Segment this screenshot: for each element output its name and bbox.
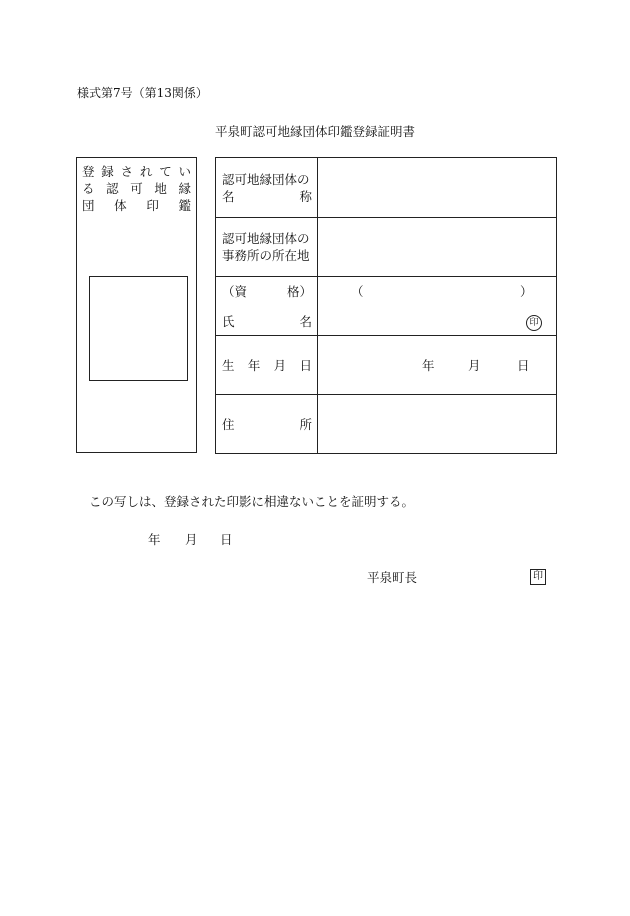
row-divider xyxy=(216,276,556,277)
label-line xyxy=(222,188,312,205)
caption-line-1 xyxy=(82,163,191,180)
label-char: 称 xyxy=(299,189,312,204)
label-line: 認可地縁団体の xyxy=(222,172,310,187)
row-divider xyxy=(216,217,556,218)
caption-char: 縁 xyxy=(178,181,191,196)
birth-day-unit: 日 xyxy=(517,358,530,373)
caption-char: る xyxy=(82,181,95,196)
registered-seal-box xyxy=(76,157,197,453)
label-char: 生 xyxy=(222,358,235,373)
group-name-label xyxy=(222,171,312,205)
caption-char: れ xyxy=(139,164,153,179)
office-location-label xyxy=(222,230,312,264)
label-char: 所 xyxy=(299,417,312,432)
caption-line-3 xyxy=(82,197,191,214)
caption-char: 印 xyxy=(146,198,159,213)
label-char: 格） xyxy=(286,284,312,299)
address-label xyxy=(222,416,312,433)
form-number: 様式第7号（第13関係） xyxy=(77,86,208,100)
seal-mark-icon: 印 xyxy=(526,315,542,331)
issuer-title: 平泉町長 xyxy=(367,570,418,585)
representative-name-label xyxy=(222,313,312,330)
issue-day-unit: 日 xyxy=(220,532,233,547)
label-char: 氏 xyxy=(222,314,235,329)
issue-year-unit: 年 xyxy=(148,532,161,547)
label-line: 認可地縁団体の xyxy=(222,231,310,246)
row-divider xyxy=(216,335,556,336)
caption-char: 地 xyxy=(154,181,167,196)
caption-char: て xyxy=(159,164,172,179)
caption-char: さ xyxy=(120,164,134,179)
qualification-paren-close: ） xyxy=(520,284,533,299)
certificate-table xyxy=(215,157,557,454)
birth-year-unit: 年 xyxy=(422,358,435,373)
qualification-label xyxy=(222,283,312,300)
label-char: 日 xyxy=(299,358,312,373)
qualification-paren-open: （ xyxy=(351,284,364,299)
caption-char: 鑑 xyxy=(178,198,191,213)
issue-month-unit: 月 xyxy=(185,532,198,547)
birth-month-unit: 月 xyxy=(468,358,481,373)
column-divider xyxy=(317,158,318,453)
label-char: （資 xyxy=(222,284,248,299)
caption-char: 登 xyxy=(82,164,95,179)
label-char: 住 xyxy=(222,417,235,432)
seal-impression-frame xyxy=(89,276,188,381)
document-title: 平泉町認可地縁団体印鑑登録証明書 xyxy=(214,124,415,139)
seal-box-caption xyxy=(82,163,191,214)
caption-char: 録 xyxy=(101,164,114,179)
label-char: 月 xyxy=(273,358,287,373)
issuer-seal-icon: 印 xyxy=(530,569,546,585)
caption-char: 可 xyxy=(130,181,143,196)
label-char: 年 xyxy=(247,358,261,373)
birth-date-label xyxy=(222,357,312,374)
caption-char: 認 xyxy=(106,181,119,196)
label-char: 名 xyxy=(299,314,312,329)
row-divider xyxy=(216,394,556,395)
label-char: 名 xyxy=(222,189,235,204)
caption-line-2 xyxy=(82,180,191,197)
caption-char: い xyxy=(178,164,191,179)
certification-statement: この写しは、登録された印影に相違ないことを証明する。 xyxy=(89,494,415,509)
caption-char: 団 xyxy=(82,198,95,213)
caption-char: 体 xyxy=(114,198,127,213)
label-line: 事務所の所在地 xyxy=(222,248,310,263)
